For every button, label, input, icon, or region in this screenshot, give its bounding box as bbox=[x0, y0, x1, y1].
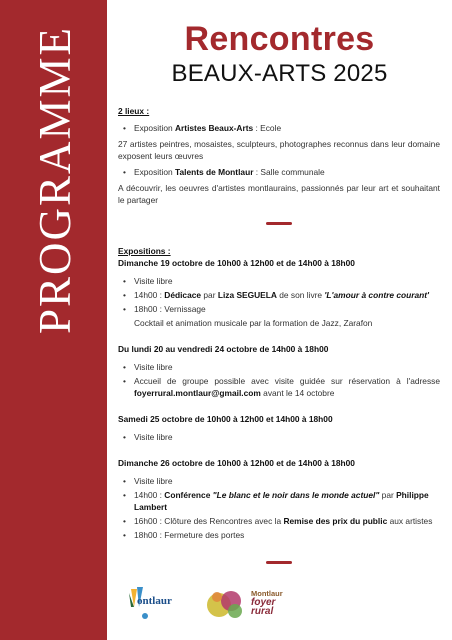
sidebar-band bbox=[0, 0, 107, 640]
lieux-list-1 bbox=[118, 122, 440, 134]
day1-item2-time: 14h00 : bbox=[134, 290, 165, 300]
day1-item3-detail: Cocktail et animation musicale par la formation de Jazz, Zarafon bbox=[134, 318, 373, 328]
list-item bbox=[118, 515, 440, 527]
expositions-heading: Expositions : bbox=[118, 246, 171, 256]
lieux-para2: A découvrir, les oeuvres d'artistes montlaurains, passionnés par leur art et souhaitant le partager bbox=[118, 183, 440, 205]
day2-title: Du lundi 20 au vendredi 24 octobre de 14h00 à 18h00 bbox=[118, 344, 329, 354]
list-item bbox=[118, 122, 440, 134]
page-subtitle: BEAUX-ARTS 2025 bbox=[171, 60, 388, 87]
day1-item2-mid: par bbox=[201, 290, 218, 300]
day1-item2-bold: Dédicace bbox=[164, 290, 202, 300]
lieux-item2-bold: Talents de Montlaur bbox=[174, 167, 254, 177]
day4-item2-quote: "Le blanc et le noir dans le monde actuel" bbox=[210, 490, 380, 500]
day2-item2-suffix: avant le 14 octobre bbox=[260, 388, 335, 398]
day2-list bbox=[118, 361, 440, 399]
lieux-item2-suffix: : Salle communale bbox=[253, 167, 325, 177]
lieux-item1-suffix: : Ecole bbox=[253, 123, 282, 133]
day4-item3-prefix: 16h00 : Clôture des Rencontres avec la bbox=[134, 516, 284, 526]
day4-list bbox=[118, 475, 440, 541]
lieux-para1: 27 artistes peintres, mosaistes, sculpteurs, photographes reconnus dans leur domaine exposent leurs œuvres bbox=[118, 139, 440, 161]
section-divider-bottom bbox=[266, 561, 292, 564]
footer-logos bbox=[107, 585, 452, 625]
list-item: • Visite libre bbox=[118, 275, 440, 287]
list-item bbox=[118, 166, 440, 178]
foyer-line1: Montlaur bbox=[251, 589, 283, 598]
page-header bbox=[107, 20, 452, 88]
page-title: Rencontres bbox=[184, 20, 375, 58]
day1-list bbox=[118, 275, 440, 315]
lieux-list-2 bbox=[118, 166, 440, 178]
day4-item2-mid: par bbox=[379, 490, 397, 500]
list-item bbox=[118, 289, 440, 301]
day4-item2-bold: Conférence bbox=[164, 490, 211, 500]
list-item bbox=[118, 489, 440, 513]
day2-item2: Accueil de groupe possible avec visite guidée sur réservation à l'adresse bbox=[134, 376, 440, 386]
list-item: • Visite libre bbox=[118, 475, 440, 487]
email-link[interactable]: foyerrural.montlaur@gmail.com bbox=[134, 388, 261, 398]
list-item: • 18h00 : Vernissage bbox=[118, 303, 440, 315]
day1-item2-book: 'L'amour à contre courant' bbox=[324, 290, 430, 300]
day4-item3-bold: Remise des prix du public bbox=[283, 516, 388, 526]
day4-title: Dimanche 26 octobre de 10h00 à 12h00 et de 14h00 à 18h00 bbox=[118, 458, 355, 468]
day1-item2-author: Liza SEGUELA bbox=[217, 290, 277, 300]
lieux-item1-prefix: Exposition bbox=[134, 123, 175, 133]
list-item: • Visite libre bbox=[118, 431, 440, 443]
day4-item2-author: Philippe Lambert bbox=[134, 490, 429, 512]
montlaur-logo bbox=[125, 585, 172, 621]
foyer-line2: foyer bbox=[251, 597, 276, 608]
foyer-rural-text bbox=[251, 589, 283, 616]
list-item: • 18h00 : Fermeture des portes bbox=[118, 529, 440, 541]
day3-list bbox=[118, 431, 440, 443]
lieux-item2-prefix: Exposition bbox=[134, 167, 175, 177]
sidebar-title: PROGRAMME bbox=[30, 25, 80, 335]
foyer-rural-logo bbox=[205, 587, 325, 621]
foyer-line3: rural bbox=[251, 606, 274, 617]
day4-item2-time: 14h00 : bbox=[134, 490, 165, 500]
lieux-item1-bold: Artistes Beaux-Arts bbox=[174, 123, 254, 133]
day4-item3-suffix: aux artistes bbox=[387, 516, 433, 526]
list-item: • Visite libre bbox=[118, 361, 440, 373]
montlaur-logo-text: ontlaur bbox=[137, 595, 172, 607]
lieux-heading: 2 lieux : bbox=[118, 106, 150, 116]
foyer-rural-emblem-icon bbox=[205, 587, 249, 621]
day1-title: Dimanche 19 octobre de 10h00 à 12h00 et de 14h00 à 18h00 bbox=[118, 258, 355, 268]
list-item bbox=[118, 375, 440, 399]
day3-title: Samedi 25 octobre de 10h00 à 12h00 et 14h00 à 18h00 bbox=[118, 414, 333, 424]
main-content bbox=[118, 105, 440, 564]
day1-item2-mid2: de son livre bbox=[276, 290, 325, 300]
